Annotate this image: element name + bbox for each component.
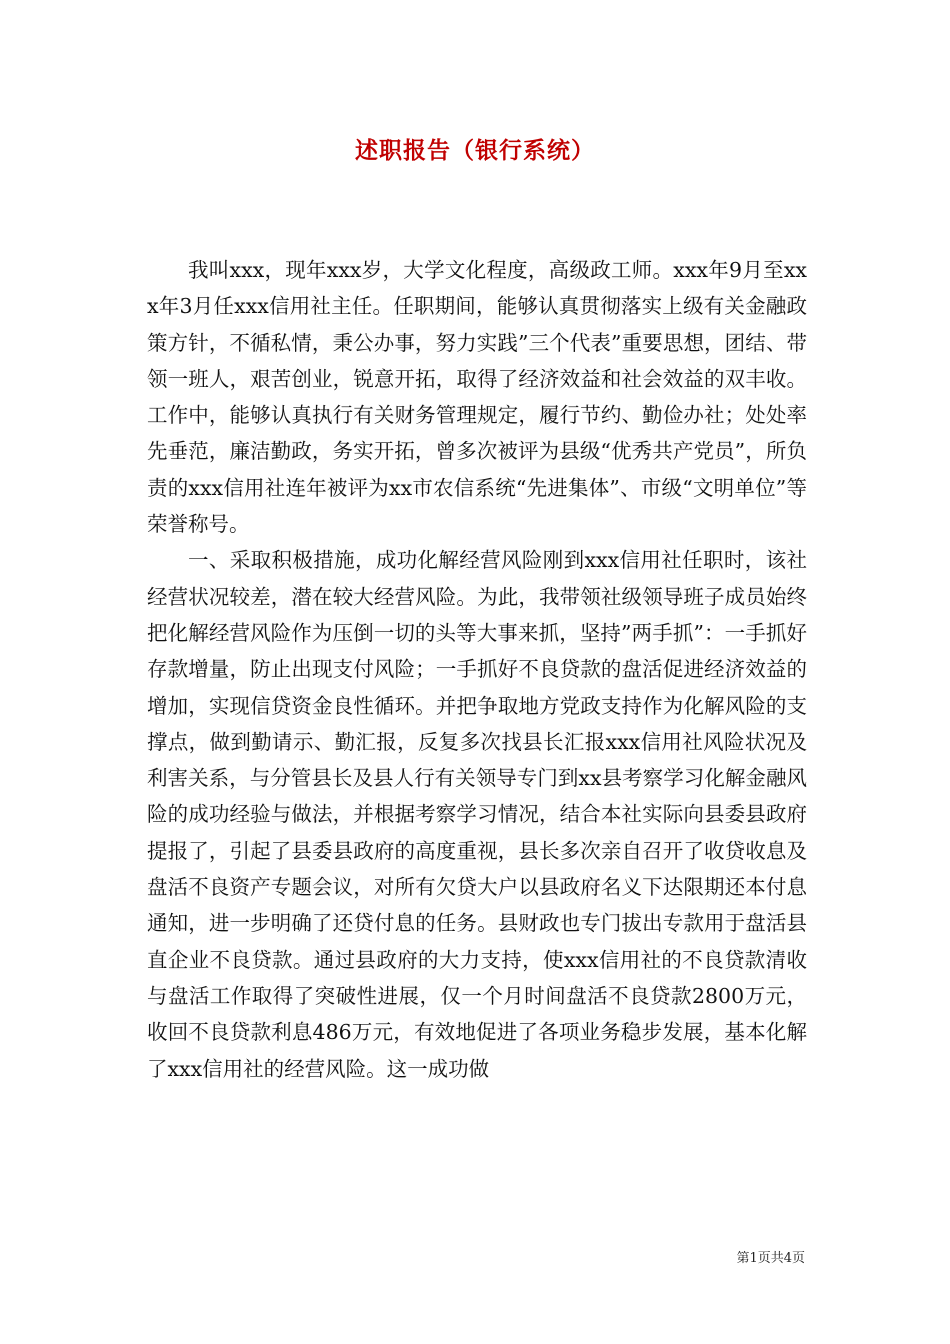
paragraph-section-one: 一、采取积极措施，成功化解经营风险刚到xxx信用社任职时，该社经营状况较差，潜在较大经营风险。为此，我带领社级领导班子成员始终把化解经营风险作为压倒一切的头等大事来抓，坚持”两手抓”：一手抓好存款增量，防止出现支付风险；一手抓好不良贷款的盘活促进经济效益的增加，实现信贷资金良性循环。并把争取地方党政支持作为化解风险的支撑点，做到勤请示、勤汇报，反复多次找县长汇报xxx信用社风险状况及利害关系，与分管县长及县人行有关领导专门到xx县考察学习化解金融风险的成功经验与做法，并根据考察学习情况，结合本社实际向县委县政府提报了，引起了县委县政府的高度重视，县长多次亲自召开了收贷收息及盘活不良资产专题会议，对所有欠贷大户以县政府名义下达限期还本付息通知，进一步明确了还贷付息的任务。县财政也专门拔出专款用于盘活县直企业不良贷款。通过县政府的大力支持，使xxx信用社的不良贷款清收与盘活工作取得了突破性进展，仅一个月时间盘活不良贷款2800万元，收回不良贷款利息486万元，有效地促进了各项业务稳步发展，基本化解了xxx信用社的经营风险。这一成功做 xyxy=(147,548,807,1081)
document-body xyxy=(147,252,807,1087)
paragraph-intro: 我叫xxx，现年xxx岁，大学文化程度，高级政工师。xxx年9月至xxx年3月任xxx信用社主任。任职期间，能够认真贯彻落实上级有关金融政策方针，不循私情，秉公办事，努力实践”三个代表”重要思想，团结、带领一班人，艰苦创业，锐意开拓，取得了经济效益和社会效益的双丰收。工作中，能够认真执行有关财务管理规定，履行节约、勤俭办社；处处率先垂范，廉洁勤政，务实开拓，曾多次被评为县级“优秀共产党员”，所负责的xxx信用社连年被评为xx市农信系统“先进集体”、市级“文明单位”等荣誉称号。 xyxy=(147,258,807,537)
document-title: 述职报告（银行系统） xyxy=(355,137,595,164)
page-number: 第1页共4页 xyxy=(736,1251,805,1266)
